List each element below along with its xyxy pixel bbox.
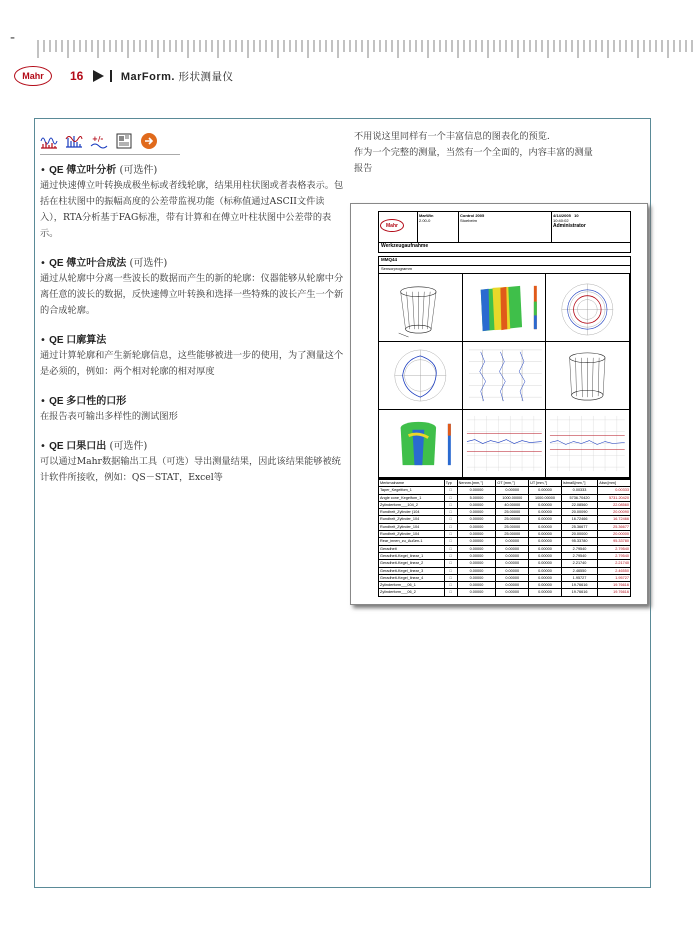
column-header: OT [mm,°] — [496, 480, 529, 487]
table-cell: 0.00000 — [496, 487, 529, 494]
table-cell: 5.00000 — [457, 494, 496, 501]
table-cell: 0.00000 — [496, 560, 529, 567]
table-cell: 1000.00000 — [529, 494, 562, 501]
table-cell: 5736.70420 — [561, 494, 597, 501]
table-cell: 0.00000 — [529, 531, 562, 538]
type-symbol-icon: □ — [444, 560, 457, 567]
table-cell: 25.00000 — [496, 523, 529, 530]
table-cell: 2.79540 — [561, 552, 597, 559]
type-symbol-icon: □ — [444, 552, 457, 559]
table-cell: 0.00000 — [529, 589, 562, 596]
type-symbol-icon: □ — [444, 523, 457, 530]
table-cell: Geradheit-Kegel_linear_3 — [379, 567, 445, 574]
table-cell: 22.08560 — [561, 501, 597, 508]
table-cell: 0.00000 — [457, 509, 496, 516]
feature-option: (可选件) — [129, 258, 168, 269]
table-cell: 0.00000 — [457, 589, 496, 596]
page-header — [14, 66, 234, 86]
feature-title: QE 多口性的口形 — [49, 396, 127, 407]
header-separator — [110, 70, 112, 82]
table-row — [379, 582, 631, 589]
report-results-table — [378, 479, 631, 597]
features-column — [40, 132, 345, 500]
contour-calc-icon[interactable] — [90, 132, 108, 150]
feature-body: 通过计算轮廓和产生新轮廓信息，这些能够被进一步的使用，为了测量这个是必须的，例如：两个相对轮廓的相对厚度 — [40, 350, 344, 377]
table-cell: Rundheit_Zylinder (104 — [379, 509, 445, 516]
table-cell: 0.00000 — [457, 487, 496, 494]
table-row — [379, 560, 631, 567]
table-cell: 1.95727 — [561, 574, 597, 581]
feature-option: (可选件) — [119, 165, 158, 176]
table-cell: 2.79540 — [598, 545, 631, 552]
type-symbol-icon: □ — [444, 589, 457, 596]
type-symbol-icon: □ — [444, 582, 457, 589]
table-cell: 0.00000 — [457, 523, 496, 530]
table-row — [379, 545, 631, 552]
table-cell: 0.00000 — [496, 582, 529, 589]
report-part: MMQ44 — [378, 256, 631, 266]
table-cell: 2.21740 — [598, 560, 631, 567]
feature-option: (可选件) — [109, 441, 148, 452]
description-line: 报告 — [354, 163, 373, 174]
table-cell: 95.33780 — [561, 538, 597, 545]
brand-title: 形状测量仪 — [178, 70, 234, 83]
report-header — [378, 211, 631, 243]
table-cell: 0.00000 — [529, 523, 562, 530]
table-cell: 0.00000 — [496, 567, 529, 574]
table-cell: 0.00000 — [529, 545, 562, 552]
table-cell: 2.46550 — [598, 567, 631, 574]
table-cell: 0.00000 — [529, 574, 562, 581]
report-software: MarWin — [419, 213, 434, 218]
type-symbol-icon: □ — [444, 487, 457, 494]
column-header: Istmaß[mm,°] — [561, 480, 597, 487]
color-surface-plot — [463, 274, 547, 342]
report-subtitle: Werkzeugaufnahme — [378, 243, 631, 253]
table-cell: 20.00090 — [561, 509, 597, 516]
table-cell: 0.00000 — [529, 567, 562, 574]
table-cell: 0.00000 — [529, 582, 562, 589]
table-cell: Zylinderform___06_2 — [379, 589, 445, 596]
table-row — [379, 538, 631, 545]
report-date: 4/14/2005 10 — [553, 213, 579, 218]
table-cell: 19.76616 — [598, 589, 631, 596]
report-version: 2.00-0 — [419, 218, 431, 223]
cylinder-wire-plot — [546, 342, 630, 410]
feature-title: QE 口廓算法 — [49, 335, 107, 346]
table-cell: 0.00000 — [529, 552, 562, 559]
table-cell: Geradheit-Kegel_linear_1 — [379, 552, 445, 559]
cylinder-3d-plot — [379, 274, 463, 342]
table-cell: 0.00000 — [457, 574, 496, 581]
table-cell: 0.00000 — [457, 531, 496, 538]
table-cell: Taper_Kegelfom_1 — [379, 487, 445, 494]
table-cell: 0.00000 — [457, 501, 496, 508]
column-header: Nennm.[mm,°] — [457, 480, 496, 487]
table-row — [379, 516, 631, 523]
table-cell: 20.00090 — [598, 509, 631, 516]
table-header-row — [379, 480, 631, 487]
table-cell: 16.72466 — [598, 516, 631, 523]
table-cell: 0.00333 — [598, 487, 631, 494]
report-location: Stoebeim — [460, 218, 477, 223]
report-logo: Mahr — [380, 219, 404, 232]
table-cell: 19.76616 — [561, 582, 597, 589]
table-cell: 16.72466 — [561, 516, 597, 523]
table-cell: 2.79540 — [598, 552, 631, 559]
table-cell: 40.00000 — [496, 501, 529, 508]
table-cell: 25.00000 — [496, 509, 529, 516]
report-company: Control 2005 — [460, 213, 485, 218]
table-cell: 20.00000 — [598, 531, 631, 538]
table-row — [379, 552, 631, 559]
export-icon[interactable] — [140, 132, 158, 150]
table-cell: 0.00000 — [457, 516, 496, 523]
type-symbol-icon: □ — [444, 516, 457, 523]
report-description — [354, 129, 644, 177]
type-symbol-icon: □ — [444, 538, 457, 545]
table-cell: 19.76616 — [561, 589, 597, 596]
table-cell: Rundheit_Zylinder_104 — [379, 523, 445, 530]
table-cell: 95.33780 — [598, 538, 631, 545]
polar-plot-2 — [379, 342, 463, 410]
feature-item: • QE 口果口出 (可选件) 可以通过Mahr数据输出工具（可选）导出测量结果，因此该结果能够被统计软件所接收，例如：QS－STAT，Excel等 — [40, 439, 345, 486]
table-cell: 19.76616 — [598, 582, 631, 589]
feature-title: QE 口果口出 — [49, 441, 107, 452]
column-header: Abw.[mm] — [598, 480, 631, 487]
table-cell: 22.08560 — [598, 501, 631, 508]
description-line: 作为一个完整的测量，当然有一个全面的，内容丰富的测量 — [354, 147, 593, 158]
table-row — [379, 523, 631, 530]
table-cell: Zylinderform___104_2 — [379, 501, 445, 508]
table-cell: 0.00000 — [457, 545, 496, 552]
feature-title: QE 傅立叶分析 — [49, 165, 117, 176]
table-cell: Rundheit_Zylinder_104 — [379, 516, 445, 523]
feature-body: 通过快速傅立叶转换成极坐标或者线轮廓，结果用柱状图或者表格表示。包括在柱状图中的振幅高度的公差带监视功能（标称值通过ASCII文件读入），RTA分析基于FAG标准，带有计算和在傅立叶柱状图中公差带的表示。 — [40, 180, 344, 239]
table-cell: 0.00000 — [457, 560, 496, 567]
table-row — [379, 487, 631, 494]
header-brand — [121, 69, 234, 84]
feature-body: 通过从轮廓中分离一些波长的数据而产生的新的轮廓：仪器能够从轮廓中分离任意的波长的数据，反快速傅立叶转换和选择一些特殊的波长产生一个新的合成轮廓。 — [40, 273, 344, 316]
feature-item: • QE 口廓算法 通过计算轮廓和产生新轮廓信息，这些能够被进一步的使用，为了测量这个是必须的，例如：两个相对轮廓的相对厚度 — [40, 333, 345, 380]
table-cell: Geradheit-Kegel_linear_2 — [379, 560, 445, 567]
column-header: Merkmalname — [379, 480, 445, 487]
table-cell: 0.00000 — [529, 538, 562, 545]
description-line: 不用说这里同样有一个丰富信息的图表化的预览. — [354, 131, 550, 142]
fourier-analysis-icon[interactable] — [40, 132, 58, 150]
table-cell: 0.00000 — [457, 538, 496, 545]
feature-body: 在报告表可输出多样性的测试图形 — [40, 411, 178, 422]
multi-view-icon[interactable] — [115, 132, 133, 150]
type-symbol-icon: □ — [444, 545, 457, 552]
report-plots-grid — [378, 274, 631, 479]
table-cell: 0.00000 — [496, 552, 529, 559]
table-row — [379, 589, 631, 596]
table-cell: 0.00000 — [529, 509, 562, 516]
straightness-plot — [463, 342, 547, 410]
table-cell: 25.36677 — [561, 523, 597, 530]
fourier-synthesis-icon[interactable] — [65, 132, 83, 150]
table-cell: 0.00000 — [529, 560, 562, 567]
table-row — [379, 509, 631, 516]
table-cell: 0.00000 — [496, 538, 529, 545]
table-cell: 2.21740 — [561, 560, 597, 567]
type-symbol-icon: □ — [444, 567, 457, 574]
feature-item: • QE 傅立叶分析 (可选件) 通过快速傅立叶转换成极坐标或者线轮廓，结果用柱状图或者表格表示。包括在柱状图中的振幅高度的公差带监视功能（标称值通过ASCII文件读入），RTA分析基于FAG标准，带有计算和在傅立叶柱状图中公差带的表示。 — [40, 163, 345, 242]
table-cell: 25.00000 — [496, 516, 529, 523]
table-cell: Zylinderform___06_1 — [379, 582, 445, 589]
table-cell: 0.00000 — [457, 567, 496, 574]
table-cell: 0.00000 — [496, 589, 529, 596]
report-user: Administrator — [553, 223, 586, 229]
table-cell: Angle cone_Kegelfom_1 — [379, 494, 445, 501]
table-row — [379, 567, 631, 574]
feature-body: 可以通过Mahr数据输出工具（可选）导出测量结果，因此该结果能够被统计软件所接收，例如：QS－STAT，Excel等 — [40, 456, 341, 483]
page-dash: - — [10, 30, 16, 46]
type-symbol-icon: □ — [444, 501, 457, 508]
table-cell: Geradheit — [379, 545, 445, 552]
feature-title: QE 傅立叶合成法 — [49, 258, 127, 269]
report-preview — [350, 203, 648, 605]
report-time: 10:40:02 — [553, 218, 569, 223]
table-cell: Geradheit-Kegel_linear_4 — [379, 574, 445, 581]
profile-plot-1 — [463, 410, 547, 478]
function-iconbar — [40, 132, 180, 155]
table-cell: 1000.00000 — [496, 494, 529, 501]
type-symbol-icon: □ — [444, 574, 457, 581]
table-cell: 25.36677 — [598, 523, 631, 530]
top-ruler — [34, 38, 700, 60]
table-cell: 20.00000 — [561, 531, 597, 538]
table-cell: Rear_innen_zu_Außen-1 — [379, 538, 445, 545]
report-page — [378, 211, 631, 599]
table-cell: 0.00000 — [496, 545, 529, 552]
column-header: UT [mm,°] — [529, 480, 562, 487]
table-cell: 5731.20420 — [598, 494, 631, 501]
feature-item: • QE 多口性的口形 在报告表可输出多样性的测试图形 — [40, 394, 345, 425]
table-row — [379, 494, 631, 501]
table-cell: 0.00000 — [457, 582, 496, 589]
table-cell: 0.00000 — [457, 552, 496, 559]
table-cell: 0.00000 — [529, 516, 562, 523]
report-program: Sensorprogramm — [378, 266, 631, 274]
table-row — [379, 574, 631, 581]
table-row — [379, 531, 631, 538]
mahr-logo: Mahr — [14, 66, 52, 86]
table-cell: 0.00000 — [529, 501, 562, 508]
profile-plot-2 — [546, 410, 630, 478]
table-cell: 2.79540 — [561, 545, 597, 552]
table-cell: 0.00000 — [496, 574, 529, 581]
polar-plot-1 — [546, 274, 630, 342]
table-cell: 25.00000 — [496, 531, 529, 538]
type-symbol-icon: □ — [444, 494, 457, 501]
type-symbol-icon: □ — [444, 531, 457, 538]
page-number: 16 — [70, 69, 84, 83]
table-cell: 0.00000 — [529, 487, 562, 494]
feature-item: • QE 傅立叶合成法 (可选件) 通过从轮廓中分离一些波长的数据而产生的新的轮廓：仪器能够从轮廓中分离任意的波长的数据，反快速傅立叶转换和选择一些特殊的波长产生一个新的合成轮廓。 — [40, 256, 345, 319]
table-cell: 2.46550 — [561, 567, 597, 574]
brand-name: MarForm. — [120, 70, 175, 83]
table-cell: 0.00333 — [561, 487, 597, 494]
table-cell: 1.95727 — [598, 574, 631, 581]
color-cylinder-plot — [379, 410, 463, 478]
type-symbol-icon: □ — [444, 509, 457, 516]
table-row — [379, 501, 631, 508]
table-cell: Rundheit_Zylinder_104 — [379, 531, 445, 538]
play-arrow-icon — [93, 70, 104, 82]
column-header: Typ — [444, 480, 457, 487]
svg-text:+/-: +/- — [92, 135, 104, 143]
